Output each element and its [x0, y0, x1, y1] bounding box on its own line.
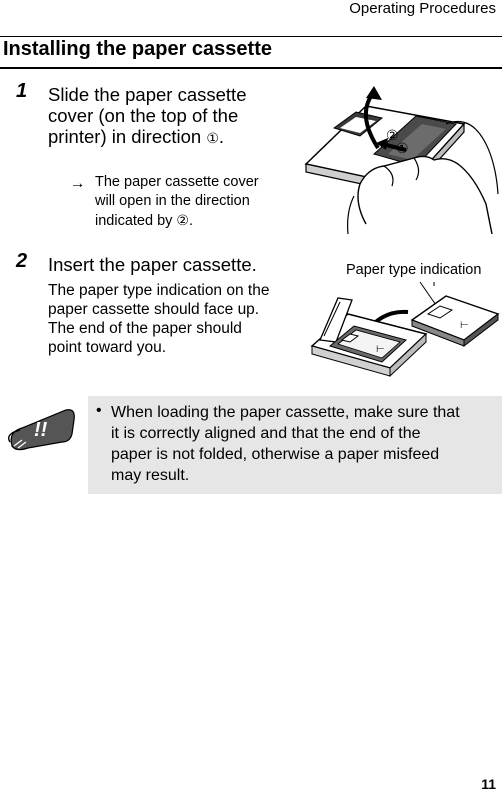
warning-line-4: may result.	[111, 467, 190, 484]
svg-text:!!: !!	[34, 419, 48, 441]
warning-bullet: •	[96, 402, 102, 419]
paper-type-callout: Paper type indication	[346, 262, 482, 278]
step-1-note-1: The paper cassette cover	[95, 174, 259, 190]
step-2-number: 2	[16, 250, 28, 272]
step-2-body-3: The end of the paper should	[48, 320, 242, 337]
header-rule	[0, 36, 502, 37]
cassette-mark: ⊢	[460, 320, 469, 331]
illus-mark-2: ②	[386, 127, 399, 143]
step-2-body-4: point toward you.	[48, 339, 167, 356]
step-1-line-2: cover (on the top of the	[48, 105, 239, 126]
step-2-heading: Insert the paper cassette.	[48, 254, 257, 275]
warning-line-3: paper is not folded, otherwise a paper misfeed	[111, 446, 440, 463]
printer-cover-illustration	[296, 84, 502, 234]
step-1-number: 1	[16, 80, 28, 102]
step-2-body-1: The paper type indication on the	[48, 282, 270, 299]
page-number: 11	[481, 776, 496, 792]
step-1-period: .	[218, 126, 225, 147]
cassette-insert-illustration	[308, 280, 502, 380]
step-2-body-2: paper cassette should face up.	[48, 301, 260, 318]
illus-mark-1: ①	[396, 140, 409, 156]
step-1-note-2: will open in the direction	[95, 193, 250, 209]
step-1-note-3	[95, 211, 193, 231]
circled-two: ②	[176, 212, 189, 228]
step-1-line-3	[48, 126, 224, 149]
title-rule	[0, 67, 502, 69]
page-title: Installing the paper cassette	[3, 38, 272, 60]
step-1-line-1: Slide the paper cassette	[48, 84, 247, 105]
svg-text:⊢: ⊢	[376, 344, 385, 355]
circled-one: ①	[206, 130, 219, 146]
caution-icon	[4, 402, 80, 458]
step-1-note-period: .	[188, 213, 194, 229]
warning-line-1: When loading the paper cassette, make sure that	[111, 404, 460, 421]
warning-text	[111, 402, 495, 486]
step-1-line-3-text: printer) in direction	[48, 126, 207, 147]
running-header: Operating Procedures	[349, 0, 496, 17]
result-arrow: →	[70, 175, 86, 192]
step-1-note-3-text: indicated by	[95, 213, 177, 229]
warning-line-2: it is correctly aligned and that the end of the	[111, 425, 421, 442]
